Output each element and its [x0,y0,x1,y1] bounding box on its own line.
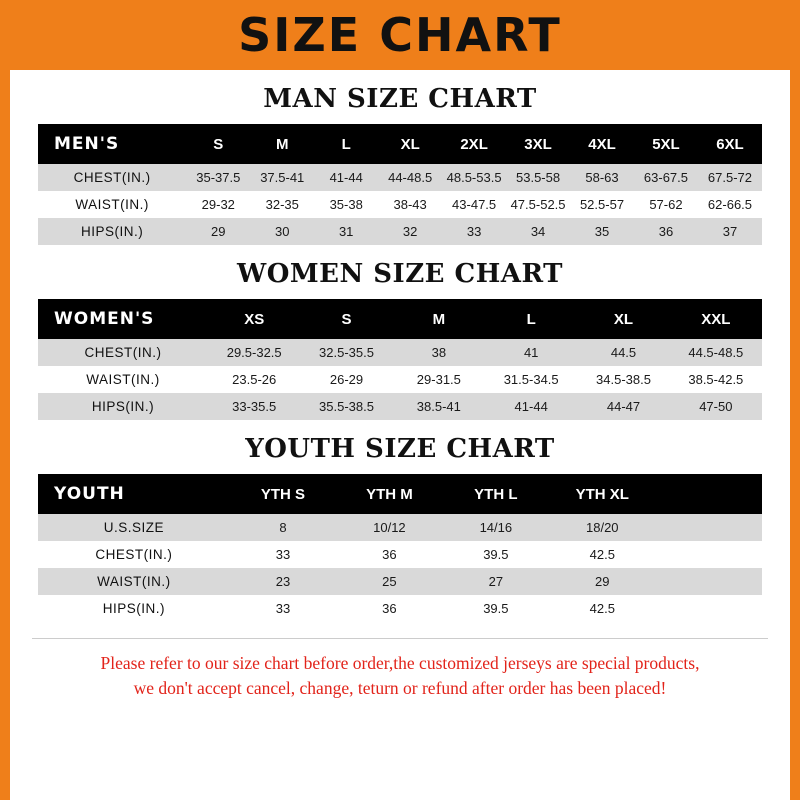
table-row [38,191,762,218]
women-header-xl: XL [577,299,669,339]
women-header-xxl: XXL [670,299,762,339]
men-row-label-waist: WAIST(IN.) [75,197,149,212]
youth-chest-m: 36 [382,547,397,562]
youth-waist-xl: 29 [595,574,610,589]
youth-chest-empty [656,541,763,568]
table-header-row [38,299,762,339]
women-chest-l: 41 [523,345,539,360]
youth-header-xl: YTH XL [549,474,655,514]
men-waist-2xl: 43-47.5 [452,197,497,212]
men-header-l: L [314,124,378,164]
section-women [38,259,762,420]
table-row [38,595,762,622]
men-waist-l: 35-38 [329,197,363,212]
men-hips-6xl: 37 [722,224,738,239]
men-header-4xl: 4XL [570,124,634,164]
footer-note-line-1: Please refer to our size chart before order,the customized jerseys are special products, [100,653,700,673]
women-chest-xxl: 44.5-48.5 [688,345,744,360]
table-row [38,218,762,245]
men-hips-3xl: 34 [530,224,546,239]
men-header-s: S [186,124,250,164]
women-chest-xl: 44.5 [610,345,637,360]
men-hips-2xl: 33 [466,224,482,239]
youth-ussize-empty [656,514,763,541]
youth-chest-xl: 42.5 [589,547,615,562]
table-row [38,164,762,191]
header-banner [0,0,800,70]
section-youth [38,434,762,622]
men-chest-xl: 44-48.5 [388,170,433,185]
men-header-3xl: 3XL [506,124,570,164]
youth-ussize-s: 8 [279,520,287,535]
men-waist-5xl: 57-62 [649,197,683,212]
youth-waist-s: 23 [275,574,291,589]
women-waist-l: 31.5-34.5 [503,372,559,387]
youth-row-label-hips: HIPS(IN.) [102,601,165,616]
youth-hips-m: 36 [382,601,397,616]
table-row [38,366,762,393]
men-header-2xl: 2XL [442,124,506,164]
men-table-body [38,164,762,245]
women-waist-m: 29-31.5 [416,372,461,387]
men-chest-l: 41-44 [329,170,363,185]
youth-size-table [38,474,762,622]
women-chest-s: 32.5-35.5 [319,345,374,360]
chart-content [10,84,790,622]
section-title-youth: YOUTH SIZE CHART [245,434,555,464]
men-waist-s: 29-32 [201,197,235,212]
men-table-head [38,124,762,164]
men-chest-6xl: 67.5-72 [707,170,753,185]
section-title-women: WOMEN SIZE CHART [237,259,563,289]
men-header-xl: XL [378,124,442,164]
men-row-label-hips: HIPS(IN.) [81,224,144,239]
women-waist-xl: 34.5-38.5 [596,372,651,387]
youth-table-body [38,514,762,622]
table-header-row [38,474,762,514]
men-chest-2xl: 48.5-53.5 [446,170,502,185]
youth-row-label-chest: CHEST(IN.) [95,547,173,562]
men-header-6xl: 6XL [698,124,762,164]
men-header-label: MEN'S [38,124,186,164]
youth-hips-s: 33 [275,601,291,616]
women-row-label-hips: HIPS(IN.) [91,399,155,414]
men-hips-xl: 32 [402,224,418,239]
youth-header-empty [656,474,763,514]
footer-note [32,638,768,702]
youth-row-label-ussize: U.S.SIZE [103,520,164,535]
men-chest-s: 35-37.5 [196,170,241,185]
women-header-l: L [485,299,577,339]
women-hips-s: 35.5-38.5 [319,399,374,414]
youth-header-m: YTH M [336,474,442,514]
table-row [38,568,762,595]
youth-waist-m: 25 [382,574,397,589]
women-chest-xs: 29.5-32.5 [226,345,282,360]
men-waist-xl: 38-43 [393,197,427,212]
women-hips-xl: 44-47 [606,399,641,414]
youth-ussize-m: 10/12 [373,520,406,535]
page-title: SIZE CHART [238,8,562,62]
youth-ussize-l: 14/16 [479,520,513,535]
women-waist-xs: 23.5-26 [232,372,277,387]
women-hips-xs: 33-35.5 [232,399,277,414]
men-header-m: M [250,124,314,164]
men-chest-3xl: 53.5-58 [516,170,561,185]
women-row-label-chest: CHEST(IN.) [84,345,162,360]
table-row [38,393,762,420]
footer-note-line-2: we don't accept cancel, change, teturn or refund after order has been placed! [133,678,667,699]
youth-hips-xl: 42.5 [589,601,615,616]
men-hips-5xl: 36 [658,224,674,239]
women-header-label: WOMEN'S [38,299,208,339]
men-header-5xl: 5XL [634,124,698,164]
men-chest-4xl: 58-63 [585,170,619,185]
women-row-label-waist: WAIST(IN.) [86,372,160,387]
youth-row-label-waist: WAIST(IN.) [97,574,171,589]
women-table-head [38,299,762,339]
women-header-s: S [300,299,392,339]
women-waist-xxl: 38.5-42.5 [688,372,744,387]
women-hips-m: 38.5-41 [416,399,461,414]
table-header-row [38,124,762,164]
youth-chest-l: 39.5 [483,547,509,562]
men-row-label-chest: CHEST(IN.) [73,170,151,185]
men-hips-4xl: 35 [594,224,610,239]
men-hips-l: 31 [338,224,354,239]
youth-table-head [38,474,762,514]
men-chest-m: 37.5-41 [260,170,305,185]
men-waist-6xl: 62-66.5 [707,197,753,212]
men-waist-3xl: 47.5-52.5 [510,197,566,212]
women-waist-s: 26-29 [329,372,364,387]
youth-header-label: YOUTH [38,474,230,514]
youth-chest-s: 33 [275,547,291,562]
section-title-men: MAN SIZE CHART [263,84,537,114]
youth-ussize-xl: 18/20 [586,520,619,535]
table-row [38,339,762,366]
youth-header-s: YTH S [230,474,336,514]
women-hips-l: 41-44 [514,399,548,414]
youth-hips-empty [656,595,763,622]
men-hips-m: 30 [275,224,290,239]
women-chest-m: 38 [431,345,447,360]
men-hips-s: 29 [211,224,226,239]
section-men [38,84,762,245]
table-row [38,514,762,541]
youth-header-l: YTH L [443,474,549,514]
women-hips-xxl: 47-50 [699,399,733,414]
women-size-table [38,299,762,420]
youth-hips-l: 39.5 [483,601,509,616]
men-size-table [38,124,762,245]
men-waist-m: 32-35 [265,197,299,212]
women-header-xs: XS [208,299,300,339]
men-waist-4xl: 52.5-57 [579,197,625,212]
men-chest-5xl: 63-67.5 [643,170,688,185]
table-row [38,541,762,568]
women-header-m: M [393,299,485,339]
women-table-body [38,339,762,420]
youth-waist-l: 27 [488,574,504,589]
youth-waist-empty [656,568,763,595]
